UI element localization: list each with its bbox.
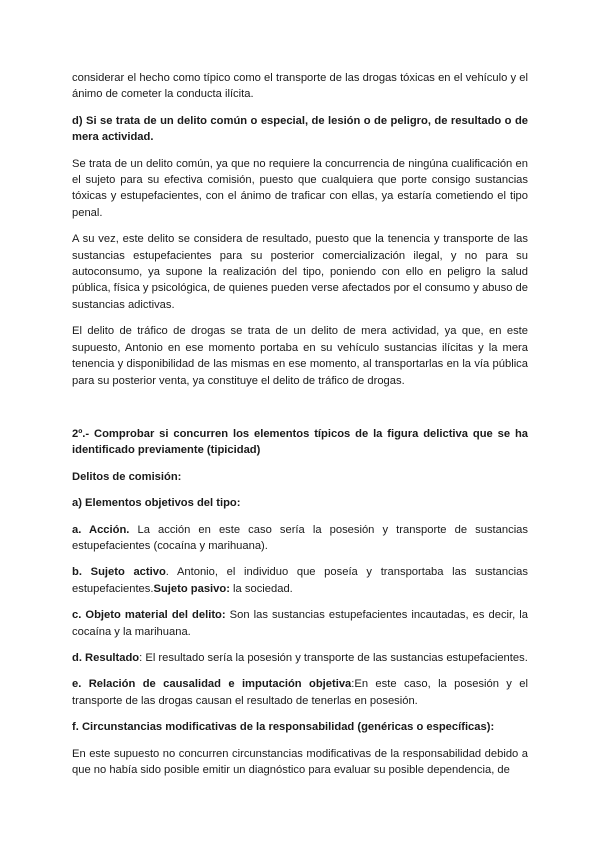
- heading-delitos-comision: Delitos de comisión:: [72, 470, 182, 483]
- item-accion-label: a. Acción.: [72, 523, 130, 536]
- item-resultado: [72, 650, 528, 666]
- item-objeto-material: [72, 607, 528, 640]
- item-accion: [72, 522, 528, 555]
- item-sujeto: [72, 564, 528, 597]
- paragraph-circunstancias: En este supuesto no concurren circunstancias modificativas de la responsabilidad debido a que no había sido posible emitir un diagnóstico para evaluar su posible dependencia, de: [72, 747, 528, 776]
- paragraph-delito-comun: Se trata de un delito común, ya que no requiere la concurrencia de ningúna cualificación en el sujeto para su efectiva comisión, puesto que cualquiera que porte consigo sustancias tóxicas y estupefacientes, con el ánimo de traficar con ellas, ya estaría cometiendo el tipo penal.: [72, 157, 528, 219]
- heading-circunstancias: f. Circunstancias modificativas de la responsabilidad (genéricas o específicas):: [72, 721, 495, 734]
- item-objeto-label: c. Objeto material del delito:: [72, 609, 226, 622]
- paragraph-mera-actividad: El delito de tráfico de drogas se trata de un delito de mera actividad, ya que, en este supuesto, Antonio en ese momento portaba en su vehículo sustancias ilícitas y la mera tenencia y disponibilidad de las mismas en ese momento, al transportarlas en la vía pública para su posterior venta, ya constituye el delito de tráfico de drogas.: [72, 325, 528, 387]
- item-objeto-text: Son las sustancias estupefacientes incautadas, es decir, la cocaína y la marihuana.: [72, 609, 528, 638]
- section-gap: [72, 399, 528, 426]
- item-sujeto-pasivo-label: Sujeto pasivo:: [153, 582, 230, 595]
- item-accion-text: La acción en este caso sería la posesión y transporte de sustancias estupefacientes (cocaína y marihuana).: [72, 523, 528, 552]
- item-causalidad-text: :En este caso, la posesión y el transporte de las drogas causan el resultado de tenerlas en posesión.: [72, 678, 528, 707]
- document-page: [72, 70, 528, 788]
- paragraph-resultado: A su vez, este delito se considera de resultado, puesto que la tenencia y transporte de las sustancias estupefacientes para su posterior comercialización ilegal, y no para su autoconsumo, ya supone la realización del tipo, poniendo con ello en peligro la salud pública, física y psicológica, de quienes pueden verse afectados por el consumo y abuso de sustancias adictivas.: [72, 233, 528, 311]
- item-sujeto-pasivo-text: la sociedad.: [229, 582, 293, 595]
- item-causalidad-label: e. Relación de causalidad e imputación objetiva: [72, 678, 352, 691]
- paragraph-intro: considerar el hecho como típico como el transporte de las drogas tóxicas en el vehículo y el ánimo de cometer la conducta ilícita.: [72, 72, 528, 101]
- heading-d: d) Si se trata de un delito común o especial, de lesión o de peligro, de resultado o de mera actividad.: [72, 114, 528, 144]
- heading-elementos-objetivos: a) Elementos objetivos del tipo:: [72, 497, 241, 510]
- item-resultado-label: d. Resultado: [72, 651, 140, 664]
- item-causalidad: [72, 676, 528, 709]
- item-resultado-text: : El resultado sería la posesión y transporte de las sustancias estupefacientes.: [139, 651, 528, 664]
- item-sujeto-activo-label: b. Sujeto activo: [72, 566, 166, 579]
- heading-tipicidad: 2º.- Comprobar si concurren los elementos típicos de la figura delictiva que se ha identificado previamente (tipicidad): [72, 427, 528, 457]
- item-sujeto-activo-text: . Antonio, el individuo que poseía y transportaba las sustancias estupefacientes.: [72, 566, 528, 595]
